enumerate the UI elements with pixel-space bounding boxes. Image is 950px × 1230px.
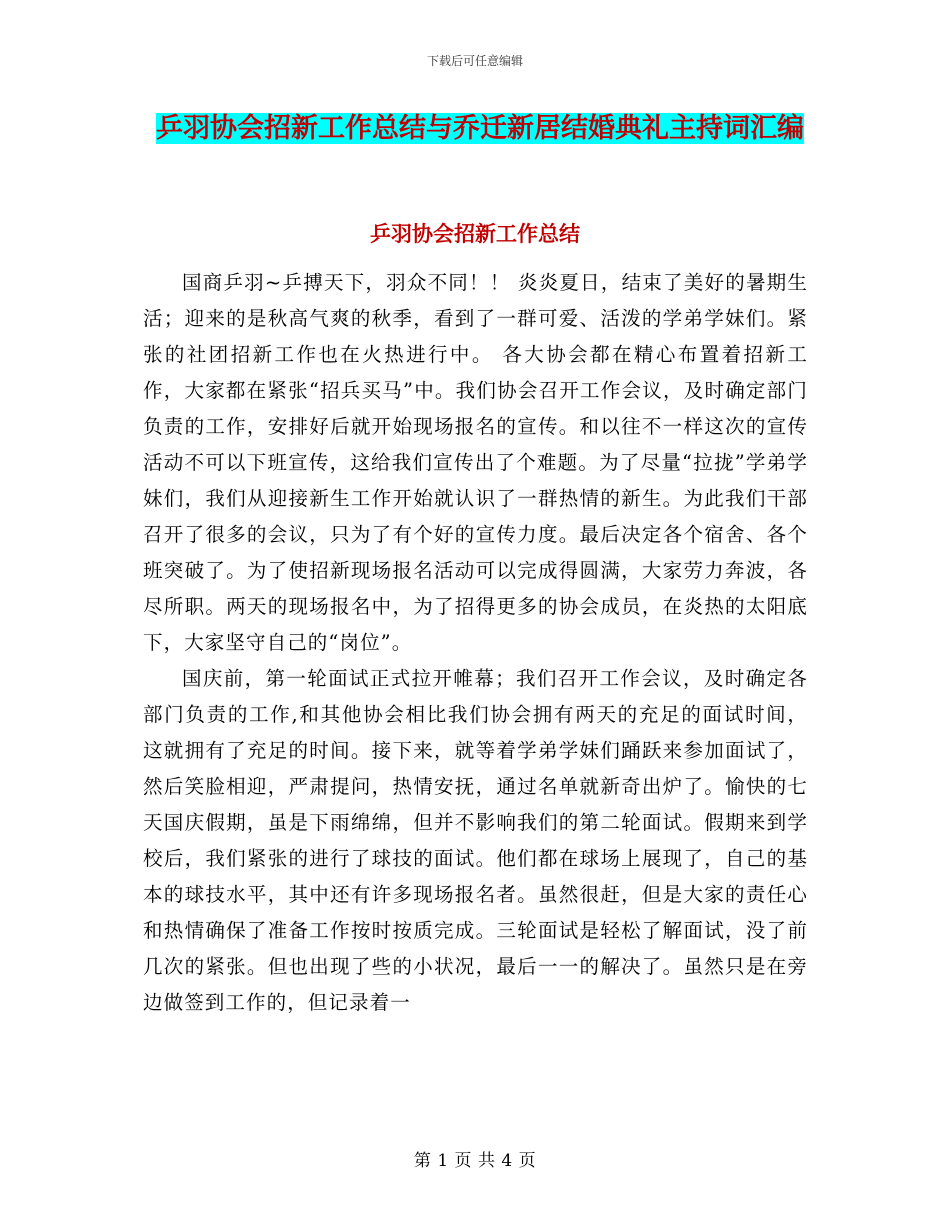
document-title-text: 乒羽协会招新工作总结与乔迁新居结婚典礼主持词汇编	[156, 113, 804, 144]
paragraph-2: 国庆前，第一轮面试正式拉开帷幕；我们召开工作会议，及时确定各部门负责的工作,和其他协会相比我们协会拥有两天的充足的面试时间，这就拥有了充足的时间。接下来，就等着学弟学妹们踊跃来参加面试了，然后笑脸相迎，严肃提问，热情安抚，通过名单就新奇出炉了。愉快的七天国庆假期，虽是下雨绵绵，但并不影响我们的第二轮面试。假期来到学校后，我们紧张的进行了球技的面试。他们都在球场上展现了，自己的基本的球技水平，其中还有许多现场报名者。虽然很赶，但是大家的责任心和热情确保了准备工作按时按质完成。三轮面试是轻松了解面试，没了前几次的紧张。但也出现了些的小状况，最后一一的解决了。虽然只是在旁边做签到工作的，但记录着一	[143, 667, 808, 1014]
page-number: 第 1 页 共 4 页	[413, 1151, 537, 1171]
body-text	[143, 265, 808, 1021]
paragraph-1: 国商乒羽~乒搏天下，羽众不同！！ 炎炎夏日，结束了美好的暑期生活；迎来的是秋高气爽的秋季，看到了一群可爱、活泼的学弟学妹们。紧张的社团招新工作也在火热进行中。 各大协会都在精心布置着招新工作，大家都在紧张“招兵买马”中。我们协会召开工作会议，及时确定部门负责的工作，安排好后就开始现场报名的宣传。和以往不一样这次的宣传活动不可以下班宣传，这给我们宣传出了个难题。为了尽量“拉拢”学弟学妹们，我们从迎接新生工作开始就认识了一群热情的新生。为此我们干部召开了很多的会议，只为了有个好的宣传力度。最后决定各个宿舍、各个班突破了。为了使招新现场报名活动可以完成得圆满，大家劳力奔波，各尽所职。两天的现场报名中，为了招得更多的协会成员，在炎热的太阳底下，大家坚守自己的“岗位”。	[143, 271, 808, 654]
document-title	[140, 106, 820, 151]
header-note: 下载后可任意编辑	[426, 54, 523, 68]
section-title: 乒羽协会招新工作总结	[370, 221, 580, 246]
